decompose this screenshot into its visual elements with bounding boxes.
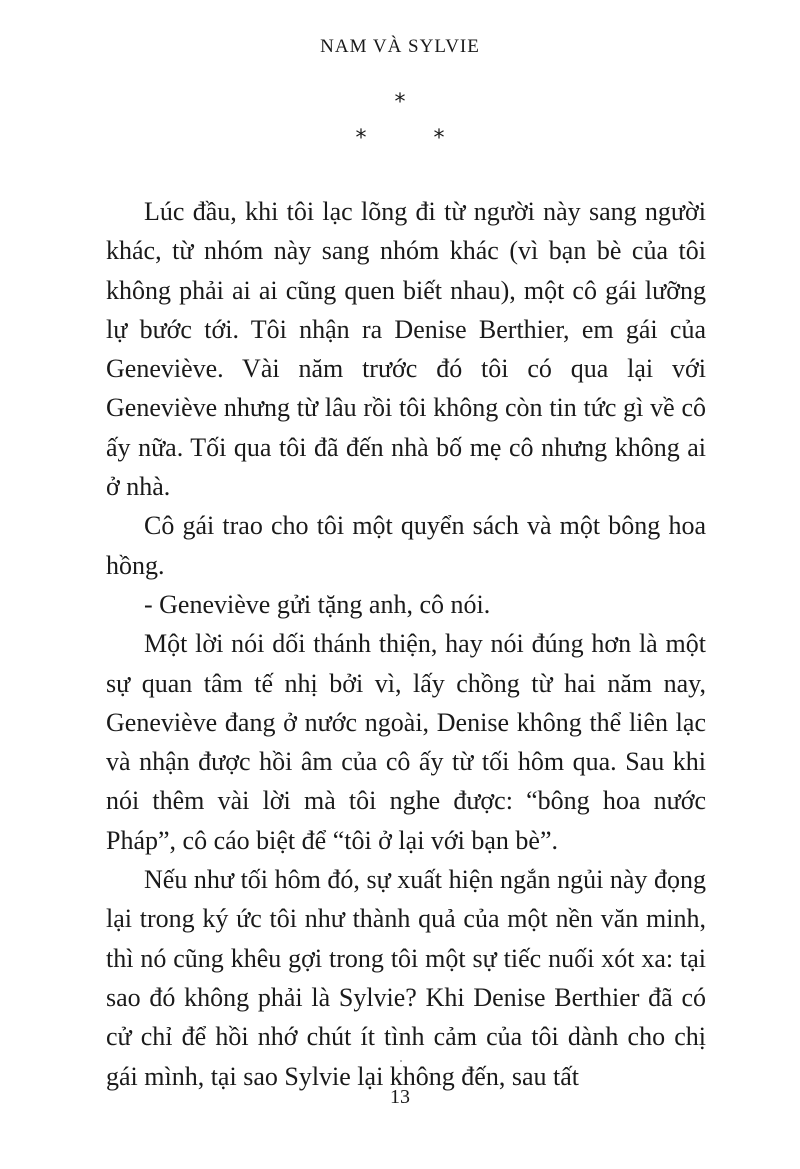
body-text [106, 192, 706, 1096]
paragraph-2: Cô gái trao cho tôi một quyển sách và một bông hoa hồng. [106, 511, 706, 580]
asterisk-bottom-right: * [433, 126, 445, 151]
asterisk-bottom-left: * [355, 126, 367, 151]
running-header-title: NAM VÀ SYLVIE [320, 36, 480, 57]
paragraph-1: Lúc đầu, khi tôi lạc lõng đi từ người này sang người khác, từ nhóm này sang nhóm khác (vì bạn bè của tôi không phải ai ai cũng quen biết nhau), một cô gái lưỡng lự bước tới. Tôi nhận ra Denise Berthier, em gái của Geneviève. Vài năm trước đó tôi có qua lại với Geneviève nhưng từ lâu rồi tôi không còn tin tức gì về cô ấy nữa. Tối qua tôi đã đến nhà bố mẹ cô nhưng không ai ở nhà. [106, 197, 706, 502]
paragraph-3-dialogue: - Geneviève gửi tặng anh, cô nói. [144, 589, 491, 619]
asterisk-top: * [394, 90, 406, 115]
paragraph-5: Nếu như tối hôm đó, sự xuất hiện ngắn ngủi này đọng lại trong ký ức tôi như thành quả của một nền văn minh, thì nó cũng khêu gợi trong tôi một sự tiếc nuối xót xa: tại sao đó không phải là Sylvie? Khi Denise Berthier đã có cử chỉ để hồi nhớ chút ít tình cảm của tôi dành cho chị gái mình, tại sao Sylvie lại không đến, sau tất [106, 865, 706, 1091]
paragraph-4: Một lời nói dối thánh thiện, hay nói đúng hơn là một sự quan tâm tế nhị bởi vì, lấy chồng từ hai năm nay, Geneviève đang ở nước ngoài, Denise không thể liên lạc và nhận được hồi âm của cô ấy từ tối hôm qua. Sau khi nói thêm vài lời mà tôi nghe được: “bông hoa nước Pháp”, cô cáo biệt để “tôi ở lại với bạn bè”. [106, 629, 706, 855]
page-number: 13 [390, 1086, 410, 1108]
section-break-top-star [0, 92, 800, 114]
scan-speck [400, 1060, 402, 1062]
section-break-bottom-stars [0, 128, 800, 150]
